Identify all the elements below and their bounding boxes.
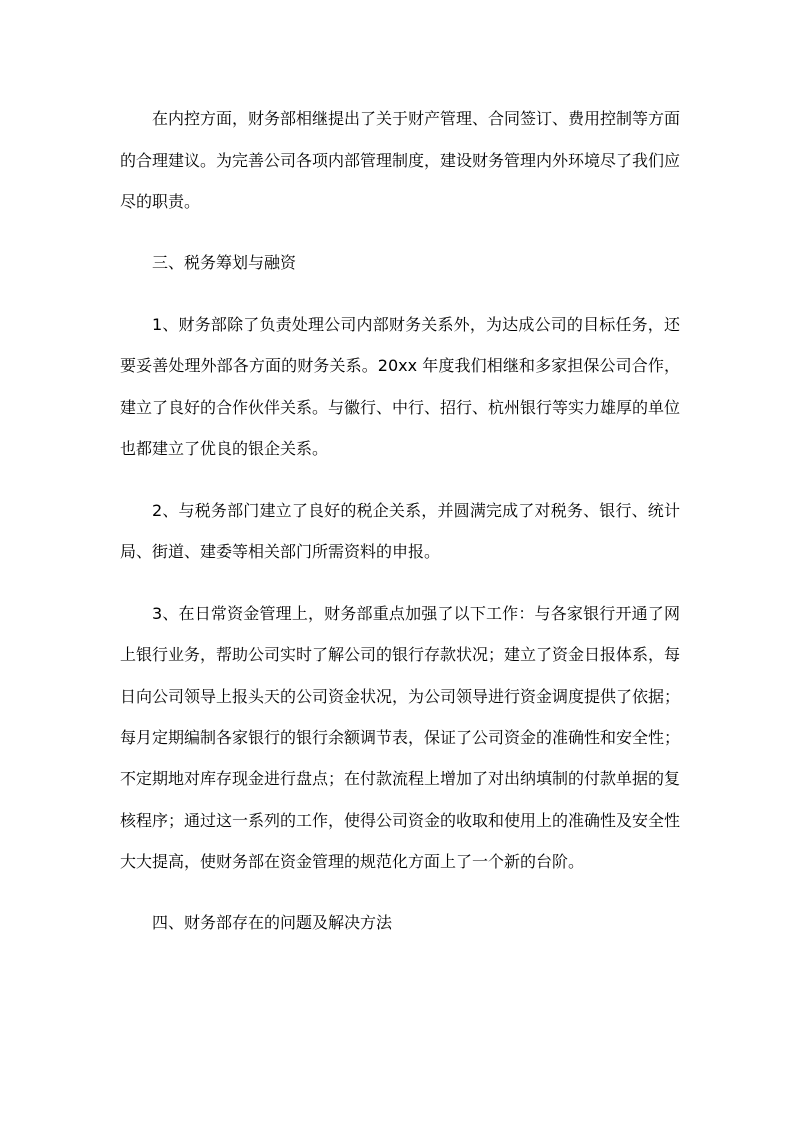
paragraph-line: 核程序；通过这一系列的工作，使得公司资金的收取和使用上的准确性及安全性 bbox=[120, 811, 680, 830]
paragraph-line: 建立了良好的合作伙伴关系。与徽行、中行、招行、杭州银行等实力雄厚的单位 bbox=[120, 398, 680, 417]
paragraph-line: 1、财务部除了负责处理公司内部财务关系外，为达成公司的目标任务，还 bbox=[152, 315, 680, 334]
paragraph-line: 日向公司领导上报头天的公司资金状况，为公司领导进行资金调度提供了依据； bbox=[120, 687, 680, 706]
paragraph-line: 也都建立了优良的银企关系。 bbox=[120, 439, 329, 458]
paragraph-line: 上银行业务，帮助公司实时了解公司的银行存款状况；建立了资金日报体系，每 bbox=[120, 645, 680, 664]
section-heading: 四、财务部存在的问题及解决方法 bbox=[152, 913, 393, 932]
paragraph-line: 3、在日常资金管理上，财务部重点加强了以下工作：与各家银行开通了网 bbox=[152, 604, 680, 623]
paragraph-line: 要妥善处理外部各方面的财务关系。20xx 年度我们相继和多家担保公司合作， bbox=[120, 356, 680, 375]
paragraph-line: 每月定期编制各家银行的银行余额调节表，保证了公司资金的准确性和安全性； bbox=[120, 728, 680, 747]
paragraph-line: 不定期地对库存现金进行盘点；在付款流程上增加了对出纳填制的付款单据的复 bbox=[120, 769, 680, 788]
paragraph-line: 的合理建议。为完善公司各项内部管理制度，建设财务管理内外环境尽了我们应 bbox=[120, 151, 680, 170]
paragraph-line: 尽的职责。 bbox=[120, 192, 201, 211]
paragraph-line: 局、街道、建委等相关部门所需资料的申报。 bbox=[120, 542, 441, 561]
section-heading: 三、税务筹划与融资 bbox=[152, 253, 297, 272]
paragraph-line: 2、与税务部门建立了良好的税企关系，并圆满完成了对税务、银行、统计 bbox=[152, 501, 680, 520]
paragraph-line: 在内控方面，财务部相继提出了关于财产管理、合同签订、费用控制等方面 bbox=[152, 109, 680, 128]
paragraph-line: 大大提高，使财务部在资金管理的规范化方面上了一个新的台阶。 bbox=[120, 852, 585, 871]
